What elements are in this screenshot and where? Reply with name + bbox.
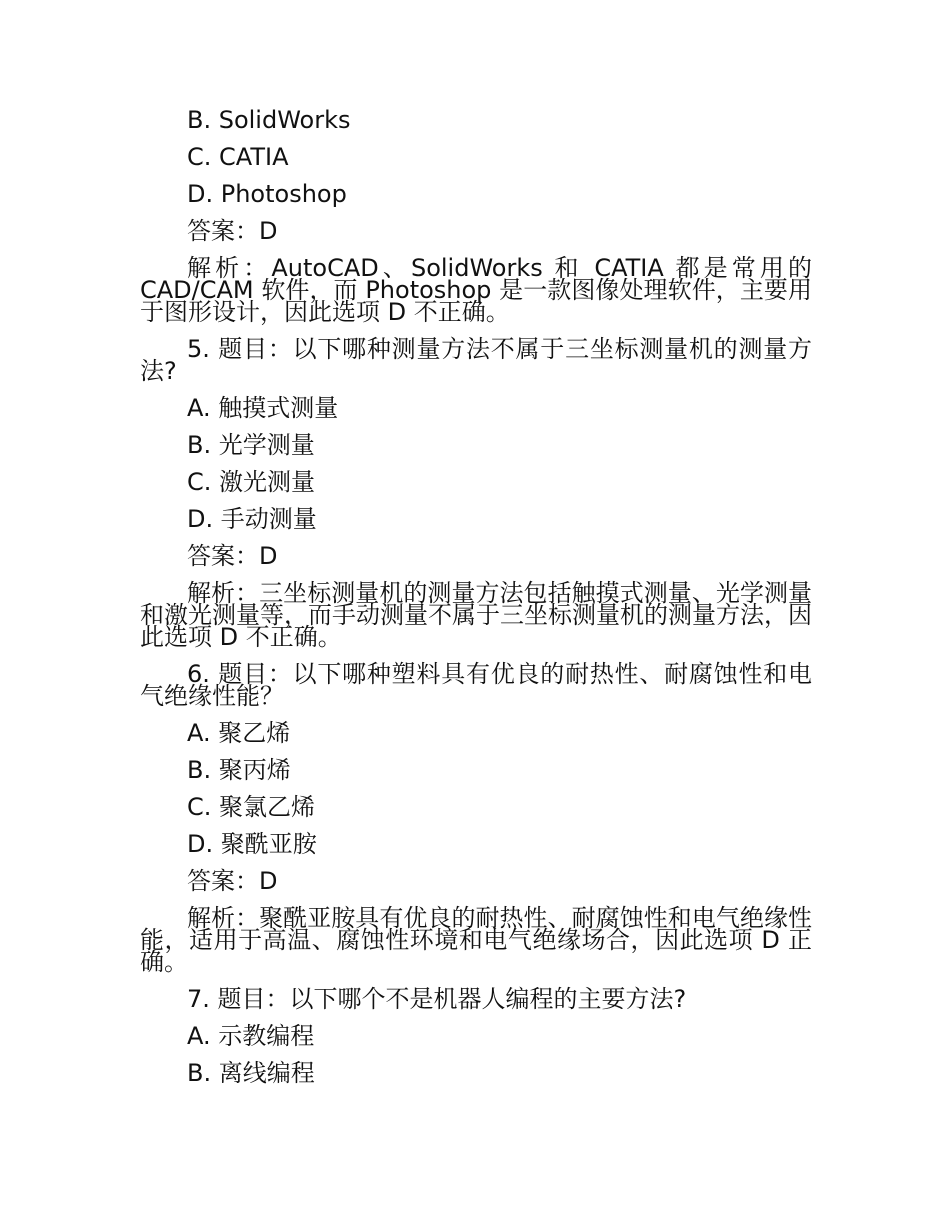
explanation-q6: 解析：聚酰亚胺具有优良的耐热性、耐腐蚀性和电气绝缘性能，适用于高温、腐蚀性环境和电气绝缘场合，因此选项 D 正确。: [140, 904, 812, 976]
option-a-q5: A. 触摸式测量: [187, 394, 339, 422]
option-d-q4: D. Photoshop: [187, 180, 347, 208]
question-5: 5. 题目：以下哪种测量方法不属于三坐标测量机的测量方法?: [140, 335, 812, 385]
question-6: 6. 题目：以下哪种塑料具有优良的耐热性、耐腐蚀性和电气绝缘性能？: [140, 660, 812, 710]
option-c-q5: C. 激光测量: [187, 468, 316, 496]
option-b-q7: B. 离线编程: [187, 1059, 315, 1087]
document-body: [140, 102, 812, 1092]
explanation-q5: 解析：三坐标测量机的测量方法包括触摸式测量、光学测量和激光测量等，而手动测量不属于三坐标测量机的测量方法，因此选项 D 不正确。: [140, 579, 812, 651]
option-d-q6: D. 聚酰亚胺: [187, 830, 317, 858]
option-c-q6: C. 聚氯乙烯: [187, 793, 316, 821]
answer-q4: 答案：D: [187, 217, 278, 245]
option-b-q4: B. SolidWorks: [187, 106, 351, 134]
question-7: 7. 题目：以下哪个不是机器人编程的主要方法?: [187, 985, 687, 1013]
answer-q6: 答案：D: [187, 867, 278, 895]
option-b-q6: B. 聚丙烯: [187, 756, 291, 784]
explanation-q4: 解析：AutoCAD、SolidWorks 和 CATIA 都是常用的 CAD/CAM 软件，而 Photoshop 是一款图像处理软件，主要用于图形设计，因此选项 D 不正确。: [140, 254, 812, 326]
option-a-q6: A. 聚乙烯: [187, 719, 291, 747]
option-a-q7: A. 示教编程: [187, 1022, 315, 1050]
option-b-q5: B. 光学测量: [187, 431, 315, 459]
answer-q5: 答案：D: [187, 542, 278, 570]
option-d-q5: D. 手动测量: [187, 505, 317, 533]
option-c-q4: C. CATIA: [187, 143, 289, 171]
